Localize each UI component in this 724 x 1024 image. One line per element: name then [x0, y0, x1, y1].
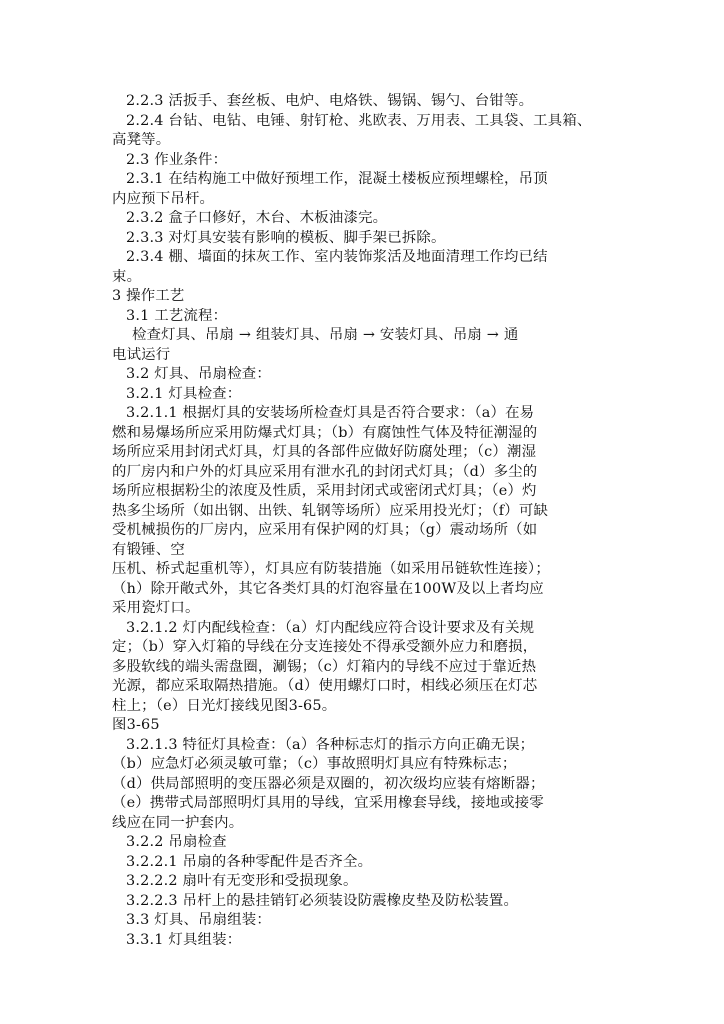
text-line: 采用瓷灯口。 [112, 600, 200, 616]
text-line: 热多尘场所（如出钢、出铁、轧钢等场所）应采用投光灯；（f）可缺 [112, 502, 549, 519]
text-line: 3.2.2.2 扇叶有无变形和受损现象。 [126, 873, 358, 889]
text-line: 3.2.1.2 灯内配线检查：（a）灯内配线应符合设计要求及有关规 [126, 619, 535, 636]
text-line: 检查灯具、吊扇 → 组装灯具、吊扇 → 安装灯具、吊扇 → 通 [132, 327, 519, 343]
text-line: 2.3.1 在结构施工中做好预埋工作，混凝土楼板应预埋螺栓，吊顶 [126, 171, 548, 187]
text-line: 3.2.2.3 吊杆上的悬挂销钉必须装设防震橡皮垫及防松装置。 [126, 892, 519, 909]
text-line: 定；（b）穿入灯箱的导线在分支连接处不得承受额外应力和磨损， [112, 639, 538, 655]
text-line: 2.3.2 盒子口修好，木台、木板油漆完。 [126, 210, 388, 226]
text-line: 3.2.2 吊扇检查 [126, 834, 227, 850]
document-body [112, 92, 617, 950]
text-line: 2.2.4 台钻、电钻、电锤、射钉枪、兆欧表、万用表、工具袋、工具箱、 [126, 112, 592, 129]
text-line: 场所应采用封闭式灯具，灯具的各部件应做好防腐处理；（c）潮湿 [112, 444, 537, 460]
text-line: 内应预下吊杆。 [112, 190, 215, 207]
text-line: 柱上；（e）日光灯接线见图3-65。 [112, 697, 337, 714]
text-line: （h）除开敞式外，其它各类灯具的灯泡容量在100W及以上者均应 [112, 580, 544, 597]
text-line: 3 操作工艺 [112, 288, 185, 304]
text-line: （d）供局部照明的变压器必须是双圈的，初次级均应装有熔断器； [112, 775, 545, 792]
text-line: 线应在同一护套内。 [112, 814, 244, 831]
text-line: 受机械损伤的厂房内，应采用有保护网的灯具；（g）震动场所（如 [112, 522, 538, 538]
text-line: 束。 [112, 268, 142, 285]
text-line: 2.2.3 活扳手、套丝板、电炉、电烙铁、锡锅、锡勺、台钳等。 [126, 93, 534, 109]
text-line: 3.2 灯具、吊扇检查： [126, 366, 271, 382]
text-line: 压机、桥式起重机等），灯具应有防装措施（如采用吊链软性连接）； [112, 561, 550, 577]
text-line: 电试运行 [112, 346, 171, 363]
text-line: 3.2.1 灯具检查： [126, 385, 242, 402]
text-line: 3.3 灯具、吊扇组装： [126, 912, 271, 928]
text-line: 3.2.2.1 吊扇的各种零配件是否齐全。 [126, 853, 373, 870]
text-line: 场所应根据粉尘的浓度及性质，采用封闭式或密闭式灯具；（e）灼 [112, 483, 537, 499]
text-line: 2.3.4 棚、墙面的抹灰工作、室内装饰浆活及地面清理工作均已结 [126, 249, 548, 265]
text-line: 的厂房内和户外的灯具应采用有泄水孔的封闭式灯具；（d）多尘的 [112, 463, 538, 480]
text-line: 3.2.1.1 根据灯具的安装场所检查灯具是否符合要求：（a）在易 [126, 405, 535, 421]
text-line: 多股软线的端头需盘圈，涮锡；（c）灯箱内的导线不应过于靠近热 [112, 658, 537, 675]
text-line: 光源，都应采取隔热措施。（d）使用螺灯口时，相线必须压在灯芯 [112, 678, 538, 694]
text-line: 图3-65 [112, 717, 160, 733]
text-line: 2.3 作业条件： [126, 151, 228, 168]
text-line: 高凳等。 [112, 132, 171, 148]
text-line: 有锻锤、空 [112, 541, 185, 558]
text-line: （b）应急灯必须灵敏可靠；（c）事故照明灯具应有特殊标志； [112, 756, 517, 772]
text-line: 2.3.3 对灯具安装有影响的模板、脚手架已拆除。 [126, 229, 446, 246]
text-line: 3.2.1.3 特征灯具检查：（a）各种标志灯的指示方向正确无误； [126, 736, 535, 753]
text-line: 3.3.1 灯具组装： [126, 931, 242, 948]
text-line: 3.1 工艺流程： [126, 307, 228, 324]
text-line: （e）携带式局部照明灯具用的导线，宜采用橡套导线，接地或接零 [112, 795, 544, 811]
text-line: 燃和易爆场所应采用防爆式灯具；（b）有腐蚀性气体及特征潮湿的 [112, 424, 538, 441]
